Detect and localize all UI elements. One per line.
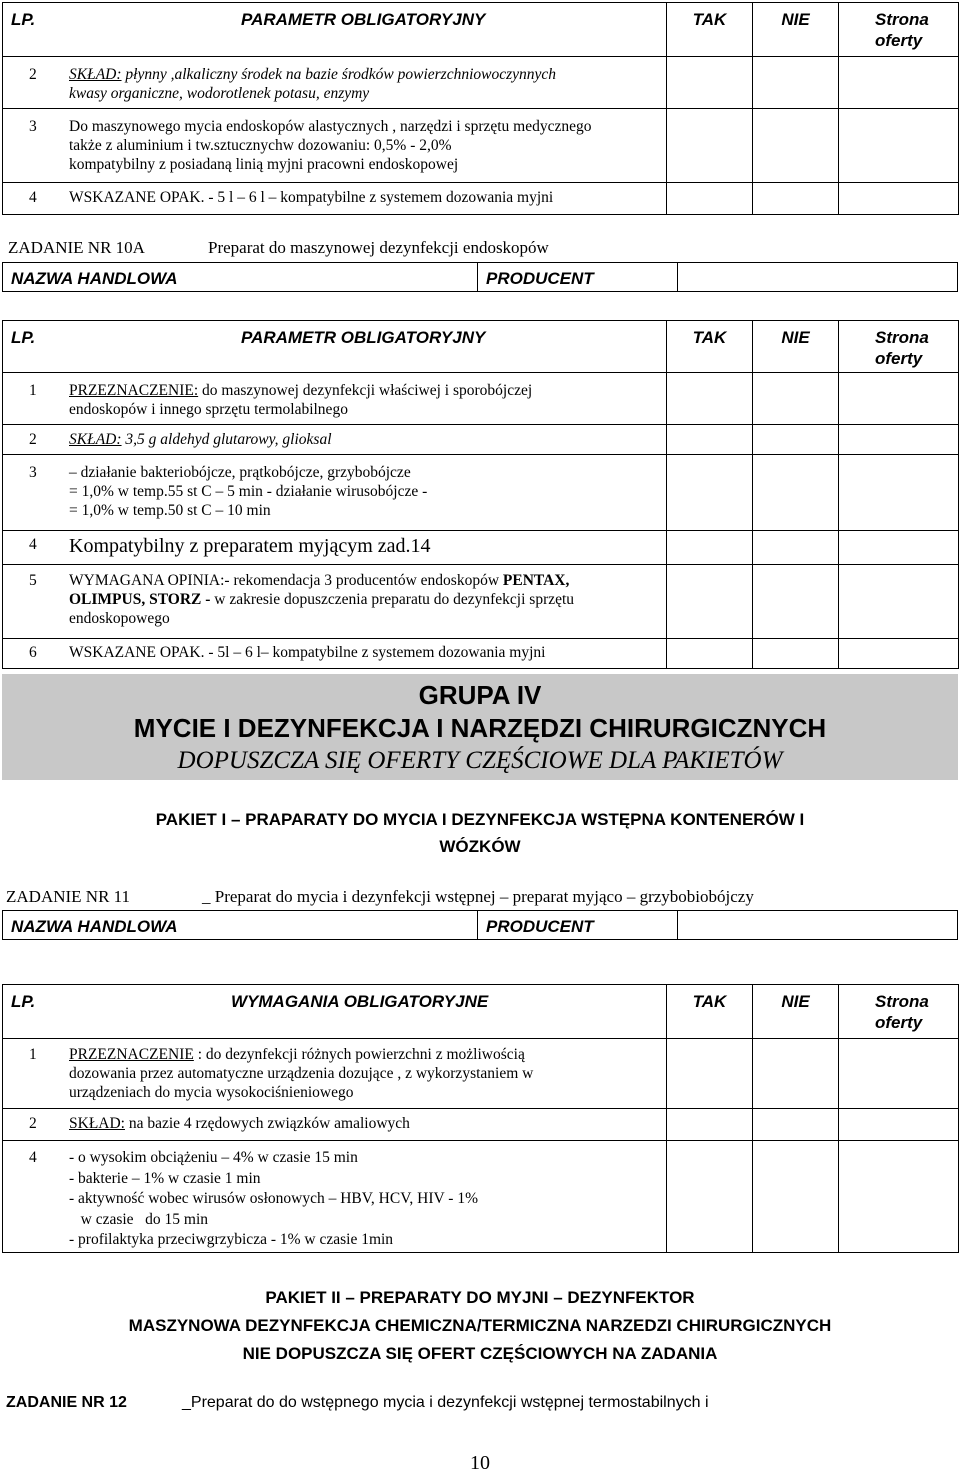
packaging-text: WSKAZANE OPAK. - 5 l – 6 l – kompatybilne z systemem dozowania myjni bbox=[69, 189, 554, 206]
sklad-text: na bazie 4 rzędowych związków amaliowych bbox=[124, 1115, 410, 1132]
purpose-text-line3: urządzeniach do mycia wysokociśnieniowego bbox=[69, 1084, 354, 1101]
table-row bbox=[3, 183, 959, 215]
nie-header-cell bbox=[753, 3, 839, 57]
sklad-label: SKŁAD: bbox=[69, 431, 122, 448]
task-title: Preparat do maszynowej dezynfekcji endoskopów bbox=[208, 238, 549, 257]
task-title: _Preparat do do wstępnego mycia i dezynfekcji wstępnej termostabilnych i bbox=[182, 1394, 709, 1411]
nie-header: NIE bbox=[781, 328, 810, 347]
name-producer-box bbox=[2, 262, 958, 292]
pakiet-2-line1: PAKIET II – PREPARATY DO MYJNI – DEZYNFEKTOR bbox=[265, 1288, 695, 1307]
opinion-text-line3: endoskopowego bbox=[69, 610, 170, 627]
table-header-param bbox=[3, 3, 667, 57]
table-row bbox=[3, 1141, 959, 1253]
sklad-text: 3,5 g aldehyd glutarowy, glioksal bbox=[121, 431, 332, 448]
task-label: ZADANIE NR 12 bbox=[6, 1394, 127, 1411]
sklad-text-line2: kwasy organiczne, wodorotlenek potasu, enzymy bbox=[69, 85, 370, 102]
row-number: 2 bbox=[29, 66, 37, 83]
oferty-header: oferty bbox=[875, 31, 923, 50]
row-number: 1 bbox=[29, 382, 37, 399]
row-number: 4 bbox=[29, 189, 37, 206]
purpose-label: PRZEZNACZENIE bbox=[69, 1046, 194, 1063]
lp-header: LP. bbox=[11, 328, 36, 347]
efficacy-line: - bakterie – 1% w czasie 1 min bbox=[69, 1169, 261, 1187]
strona-header-cell bbox=[839, 3, 959, 57]
producer-value-cell bbox=[678, 263, 957, 291]
strona-header: Strona bbox=[875, 992, 929, 1011]
tak-header-cell bbox=[667, 3, 753, 57]
requirements-table bbox=[2, 984, 959, 1253]
pakiet-1-line2: WÓZKÓW bbox=[439, 837, 521, 856]
table-row bbox=[3, 109, 959, 183]
sklad-label: SKŁAD: bbox=[69, 1115, 125, 1132]
table-row bbox=[3, 1109, 959, 1141]
nie-header: NIE bbox=[781, 992, 810, 1011]
group-banner bbox=[2, 674, 958, 780]
producer-label: PRODUCENT bbox=[478, 263, 678, 291]
producer-value-cell bbox=[678, 911, 957, 939]
efficacy-line: w czasie do 15 min bbox=[69, 1210, 209, 1228]
row-number: 2 bbox=[29, 1115, 37, 1132]
pakiet-2-line2: MASZYNOWA DEZYNFEKCJA CHEMICZNA/TERMICZNA NARZEDZI CHIRURGICZNYCH bbox=[128, 1316, 832, 1335]
lp-header: LP. bbox=[11, 992, 36, 1011]
group-title: GRUPA IV bbox=[418, 680, 542, 710]
opinion-brand-1: PENTAX, bbox=[502, 572, 570, 589]
tak-header: TAK bbox=[692, 10, 727, 29]
row-number: 4 bbox=[29, 536, 37, 553]
task-11-heading bbox=[6, 887, 754, 906]
row-number: 1 bbox=[29, 1046, 37, 1063]
pakiet-2-line3: NIE DOPUSZCZA SIĘ OFERT CZĘŚCIOWYCH NA ZADANIA bbox=[242, 1344, 718, 1363]
task-label: ZADANIE NR 10A bbox=[8, 238, 145, 257]
table-row bbox=[3, 57, 959, 109]
oferty-header: oferty bbox=[875, 349, 923, 368]
pakiet-2-heading bbox=[0, 1284, 960, 1368]
opinion-text: WYMAGANA OPINIA:- rekomendacja 3 producentów endoskopów bbox=[69, 572, 503, 589]
table-row bbox=[3, 565, 959, 639]
purpose-text-line2: dozowania przez automatyczne urządzenia dozujące , z wykorzystaniem w bbox=[69, 1065, 534, 1082]
table-row bbox=[3, 639, 959, 669]
trade-name-label: NAZWA HANDLOWA bbox=[3, 263, 478, 291]
efficacy-line: - aktywność wobec wirusów osłonowych – HBV, HCV, HIV - 1% bbox=[69, 1190, 479, 1207]
table-row bbox=[3, 425, 959, 455]
group-subtitle: MYCIE I DEZYNFEKCJA I NARZĘDZI CHIRURGICZNYCH bbox=[133, 713, 827, 743]
oferty-header: oferty bbox=[875, 1013, 923, 1032]
packaging-text: WSKAZANE OPAK. - 5l – 6 l– kompatybilne z systemem dozowania myjni bbox=[69, 644, 546, 661]
row-number: 4 bbox=[29, 1149, 37, 1166]
sklad-label: SKŁAD: bbox=[69, 66, 122, 83]
activity-line2: = 1,0% w temp.55 st C – 5 min - działanie wirusobójcze - bbox=[69, 483, 428, 500]
purpose-line2: także z aluminium i tw.sztucznychw dozowaniu: 0,5% - 2,0% bbox=[69, 137, 452, 154]
table-row bbox=[3, 531, 959, 565]
task-title: _ Preparat do mycia i dezynfekcji wstępnej – preparat myjąco – grzybobiobójczy bbox=[202, 887, 754, 906]
row-number: 5 bbox=[29, 572, 37, 589]
parameters-table-1 bbox=[2, 2, 959, 215]
strona-header: Strona bbox=[875, 10, 929, 29]
sklad-text: płynny ,alkaliczny środek na bazie środków powierzchniowoczynnych bbox=[121, 66, 557, 83]
trade-name-label: NAZWA HANDLOWA bbox=[3, 911, 478, 939]
opinion-text-line2: w zakresie dopuszczenia preparatu do dezynfekcji sprzętu bbox=[210, 591, 575, 608]
purpose-label: PRZEZNACZENIE: bbox=[69, 382, 199, 399]
tak-header: TAK bbox=[692, 992, 727, 1011]
activity-line1: – działanie bakteriobójcze, prątkobójcze, grzybobójcze bbox=[69, 464, 411, 481]
compatibility-text: Kompatybilny z preparatem myjącym zad.14 bbox=[69, 535, 431, 557]
pakiet-1-line1: PAKIET I – PRAPARATY DO MYCIA I DEZYNFEKCJA WSTĘPNA KONTENERÓW I bbox=[155, 810, 805, 829]
param-header: PARAMETR OBLIGATORYJNY bbox=[241, 10, 486, 29]
group-note: DOPUSZCZA SIĘ OFERTY CZĘŚCIOWE DLA PAKIETÓW bbox=[177, 747, 783, 774]
task-12-heading bbox=[6, 1394, 709, 1412]
efficacy-line: - profilaktyka przeciwgrzybicza - 1% w czasie 1min bbox=[69, 1231, 394, 1248]
purpose-line1: Do maszynowego mycia endoskopów alastycznych , narzędzi i sprzętu medycznego bbox=[69, 118, 592, 135]
task-10a-heading bbox=[8, 238, 549, 257]
efficacy-line: - o wysokim obciążeniu – 4% w czasie 15 min bbox=[69, 1149, 358, 1166]
table-row bbox=[3, 1039, 959, 1109]
parameters-table-2 bbox=[2, 320, 959, 669]
producer-label: PRODUCENT bbox=[478, 911, 678, 939]
pakiet-1-heading bbox=[2, 806, 958, 860]
lp-header: LP. bbox=[11, 10, 36, 29]
nie-header: NIE bbox=[781, 10, 810, 29]
row-number: 6 bbox=[29, 644, 37, 661]
name-producer-box bbox=[2, 910, 958, 940]
table-row bbox=[3, 455, 959, 531]
purpose-line3: kompatybilny z posiadaną linią myjni pracowni endoskopowej bbox=[69, 156, 459, 173]
task-label: ZADANIE NR 11 bbox=[6, 887, 131, 906]
table-row bbox=[3, 373, 959, 425]
page-number: 10 bbox=[470, 1452, 490, 1474]
opinion-brands-2: OLIMPUS, STORZ - bbox=[69, 591, 211, 608]
row-number: 3 bbox=[29, 118, 37, 135]
purpose-text: do maszynowej dezynfekcji właściwej i sporobójczej bbox=[198, 382, 533, 399]
purpose-text-line2: endoskopów i innego sprzętu termolabilnego bbox=[69, 401, 348, 418]
row-number: 2 bbox=[29, 431, 37, 448]
purpose-text: : do dezynfekcji różnych powierzchni z możliwością bbox=[193, 1046, 525, 1063]
activity-line3: = 1,0% w temp.50 st C – 10 min bbox=[69, 502, 271, 519]
param-header: PARAMETR OBLIGATORYJNY bbox=[241, 328, 486, 347]
row-number: 3 bbox=[29, 464, 37, 481]
strona-header: Strona bbox=[875, 328, 929, 347]
requirements-header: WYMAGANIA OBLIGATORYJNE bbox=[231, 992, 489, 1011]
tak-header: TAK bbox=[692, 328, 727, 347]
